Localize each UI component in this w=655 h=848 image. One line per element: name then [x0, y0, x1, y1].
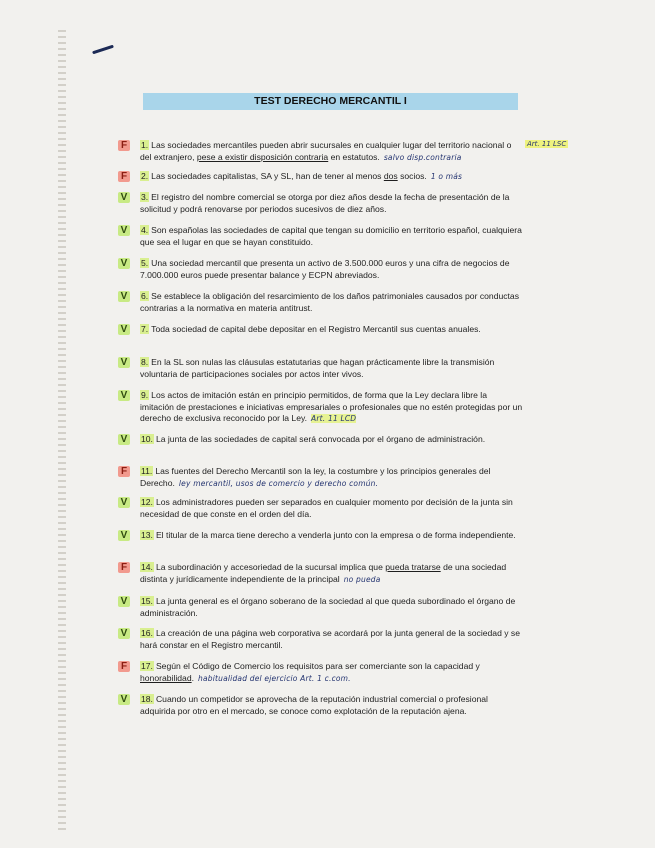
question-text — [118, 171, 523, 183]
handwritten-note: 1 o más — [430, 172, 463, 181]
question-body-end: en estatutos. — [328, 151, 380, 162]
question-16 — [118, 628, 523, 651]
question-body-end: . — [191, 672, 194, 683]
question-number: 16. — [141, 628, 153, 638]
question-body: Los actos de imitación están en principio permitidos, de forma que la Ley declara libre la imitación de prestaciones e iniciativas empresariales o profesionales que no estén protegidas por un derecho de exclusiva reconocido por la Ley. — [140, 390, 523, 423]
true-mark: V — [118, 497, 130, 508]
question-number: 14. — [141, 562, 153, 572]
question-11 — [118, 466, 523, 489]
true-mark: V — [118, 694, 130, 705]
question-number: 17. — [141, 661, 153, 671]
question-17 — [118, 661, 523, 684]
question-13 — [118, 530, 523, 542]
question-text — [118, 258, 523, 281]
question-number: 11. — [141, 466, 153, 476]
question-body: El registro del nombre comercial se otorga por diez años desde la fecha de presentación de la solicitud y podrá renovarse por periodos sucesivos de diez años. — [140, 192, 510, 214]
false-mark: F — [118, 661, 130, 672]
question-body: Son españolas las sociedades de capital que tengan su domicilio en territorio español, cualquiera que sea el lugar en que se hayan constituido. — [140, 225, 522, 247]
question-body: Una sociedad mercantil que presenta un activo de 3.500.000 euros y una cifra de negocios de 7.000.000 euros puede presentar balance y ECPN abreviados. — [140, 258, 510, 280]
question-body: Las sociedades capitalistas, SA y SL, han de tener al menos — [151, 171, 384, 181]
question-text — [118, 357, 523, 380]
margin-note: Art. 11 LSC — [527, 140, 567, 148]
question-text — [118, 225, 523, 248]
question-body: El titular de la marca tiene derecho a venderla junto con la empresa o de forma independiente. — [155, 530, 516, 540]
question-9 — [118, 390, 523, 425]
question-4 — [118, 225, 523, 248]
question-text — [118, 596, 523, 619]
question-number: 2. — [141, 171, 149, 181]
handwritten-note: ley mercantil, usos de comercio y derecho común. — [178, 478, 379, 488]
question-text — [118, 324, 523, 336]
question-body: Las sociedades mercantiles pueden abrir sucursales en cualquier lugar del territorio nacional o del extranjero, — [140, 140, 512, 162]
question-number: 10. — [141, 434, 153, 444]
binder-holes — [58, 30, 66, 830]
question-body: Cuando un competidor se aprovecha de la reputación industrial comercial o profesional adquirida por otro en el mercado, se conoce como explotación de la reputación ajena. — [140, 694, 488, 716]
question-text — [118, 140, 523, 163]
handwritten-note: Art. 11 LCD — [311, 414, 357, 423]
question-number: 18. — [141, 694, 153, 704]
question-text — [118, 497, 523, 520]
question-8 — [118, 357, 523, 380]
question-text — [118, 562, 523, 585]
question-number: 13. — [141, 530, 153, 540]
true-mark: V — [118, 225, 130, 236]
underlined-text: pueda tratarse — [385, 562, 441, 572]
question-number: 12. — [141, 497, 153, 507]
question-body: Los administradores pueden ser separados en cualquier momento por decisión de la junta sin necesidad de que conste en el orden del día. — [140, 497, 513, 519]
false-mark: F — [118, 171, 130, 182]
underlined-text: honorabilidad — [140, 672, 192, 683]
question-number: 8. — [141, 357, 149, 367]
handwritten-note: no pueda — [343, 574, 381, 584]
question-text — [118, 434, 523, 446]
question-3 — [118, 192, 523, 215]
pen-stroke — [92, 45, 114, 55]
question-text — [118, 661, 523, 684]
question-body: La junta de las sociedades de capital será convocada por el órgano de administración. — [155, 434, 486, 444]
true-mark: V — [118, 192, 130, 203]
question-6 — [118, 291, 523, 314]
question-number: 3. — [141, 192, 149, 202]
handwritten-note: salvo disp.contraria — [383, 152, 462, 162]
question-1 — [118, 140, 523, 163]
question-body-end: de una sociedad distinta y jurídicamente independiente de la principal — [140, 562, 507, 584]
question-body: En la SL son nulas las cláusulas estatutarias que hagan prácticamente libre la transmisión voluntaria de participaciones sociales por actos inter vivos. — [140, 357, 495, 379]
true-mark: V — [118, 258, 130, 269]
question-body: La subordinación y accesoriedad de la sucursal implica que — [155, 562, 386, 572]
question-7 — [118, 324, 523, 336]
question-5 — [118, 258, 523, 281]
question-body: Toda sociedad de capital debe depositar en el Registro Mercantil sus cuentas anuales. — [151, 324, 481, 334]
underlined-text: dos — [383, 171, 398, 181]
question-number: 6. — [141, 291, 149, 301]
handwritten-note: habitualidad del ejercicio Art. 1 c.com. — [198, 673, 351, 683]
question-text — [118, 291, 523, 314]
false-mark: F — [118, 562, 130, 573]
question-number: 1. — [141, 140, 149, 150]
question-15 — [118, 596, 523, 619]
question-10 — [118, 434, 523, 446]
question-body: La creación de una página web corporativa se acordará por la junta general de la sociedad y se hará constar en el Registro mercantil. — [140, 628, 520, 650]
underlined-text: pese a existir disposición contraria — [196, 151, 329, 162]
page-title: TEST DERECHO MERCANTIL I — [143, 93, 518, 110]
question-12 — [118, 497, 523, 520]
true-mark: V — [118, 291, 130, 302]
question-text — [118, 466, 523, 489]
question-body: Las fuentes del Derecho Mercantil son la ley, la costumbre y los principios generales del Derecho. — [140, 466, 491, 488]
question-body: Se establece la obligación del resarcimiento de los daños patrimoniales causados por conductas contrarias a la normativa en materia antitrust. — [140, 291, 520, 313]
question-text — [118, 628, 523, 651]
true-mark: V — [118, 530, 130, 541]
question-body-end: socios. — [397, 171, 427, 181]
question-number: 7. — [141, 324, 149, 334]
false-mark: F — [118, 140, 130, 151]
question-text — [118, 694, 523, 717]
question-number: 4. — [141, 225, 149, 235]
question-text — [118, 530, 523, 542]
true-mark: V — [118, 628, 130, 639]
true-mark: V — [118, 596, 130, 607]
question-14 — [118, 562, 523, 585]
true-mark: V — [118, 324, 130, 335]
question-18 — [118, 694, 523, 717]
question-text — [118, 192, 523, 215]
question-body: La junta general es el órgano soberano de la sociedad al que queda subordinado el órgano de administración. — [140, 596, 516, 618]
question-number: 15. — [141, 596, 153, 606]
true-mark: V — [118, 357, 130, 368]
question-number: 9. — [141, 390, 149, 400]
question-text — [118, 390, 523, 425]
false-mark: F — [118, 466, 130, 477]
question-number: 5. — [141, 258, 149, 268]
question-2 — [118, 171, 523, 183]
true-mark: V — [118, 390, 130, 401]
question-body: Según el Código de Comercio los requisitos para ser comerciante son la capacidad y — [155, 661, 480, 671]
true-mark: V — [118, 434, 130, 445]
